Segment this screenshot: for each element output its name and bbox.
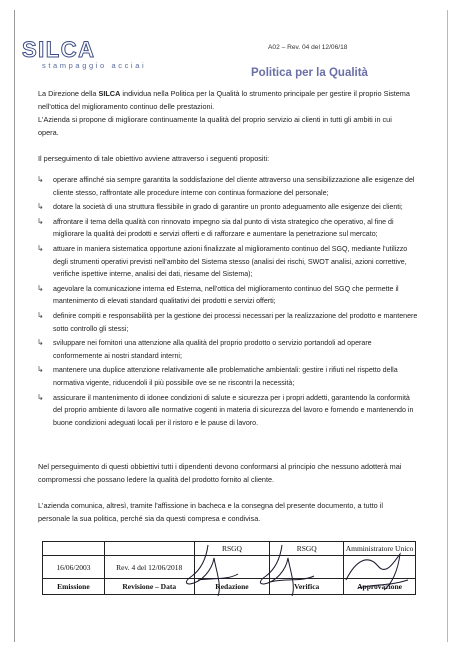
table-cell	[344, 556, 416, 579]
logo-wordmark: SILCA	[22, 37, 96, 62]
table-row	[43, 542, 416, 556]
list-item-text: operare affinché sia sempre garantita la soddisfazione del cliente attraverso una sensibilizzazione alle esigenze del cliente stesso, raffrontate alle procedure interne con continua formazione del personale;	[53, 176, 415, 197]
footer-redazione: Redazione	[194, 579, 270, 595]
bullet-arrow-icon: ↳	[37, 392, 44, 402]
approval-table	[42, 541, 416, 595]
table-cell	[43, 542, 105, 556]
list-item	[36, 283, 418, 308]
table-cell	[104, 542, 194, 556]
list-item-text: agevolare la comunicazione interna ed Esterna, nell'ottica del miglioramento continuo del SGQ che permette il mantenimento di elevati standard qualitativi dei prodotti e servizi offerti;	[53, 284, 399, 306]
logo-subtext: stampaggio acciai	[42, 61, 147, 70]
list-item	[36, 174, 418, 199]
purposes-list	[36, 174, 418, 429]
list-item	[36, 310, 418, 335]
list-item-text: attuare in maniera sistematica opportune azioni finalizzate al miglioramento continuo del SGQ, mediante l'utilizzo degli strumenti operativi previsti nell'ambito del Sistema stesso (analisi dei rischi, SWOT analisi, azioni correttive, verifiche ispettive interne, analisi dei dati, riesame del Sistema);	[53, 244, 408, 279]
list-item	[36, 243, 418, 281]
role-verifica: RSGQ	[270, 542, 344, 556]
closing-paragraph-1: Nel perseguimento di questi obbiettivi tutti i dipendenti devono conformarsi al principio che nessuno adotterà mai compromessi che possano ledere la qualità del prodotto fornito al cliente.	[38, 462, 402, 484]
list-item	[36, 201, 418, 214]
list-item-text: definire compiti e responsabilità per la gestione dei processi necessari per la realizzazione del prodotto e mantenere sotto controllo gli stessi;	[53, 311, 418, 333]
list-item-text: dotare la società di una struttura flessibile in grado di garantire un pronto adeguamento alle esigenze dei clienti;	[53, 203, 403, 212]
bullet-arrow-icon: ↳	[37, 338, 44, 348]
table-row	[43, 556, 416, 579]
intro-text: individua nella Politica per la Qualità lo strumento principale per gestire il proprio Sistema nell'ottica del miglioramento continuo delle prestazioni.	[38, 89, 410, 111]
intro-text: La Direzione della	[38, 89, 99, 98]
bullet-arrow-icon: ↳	[37, 283, 44, 293]
bullet-arrow-icon: ↳	[37, 310, 44, 320]
footer-emissione: Emissione	[43, 579, 105, 595]
list-item-text: affrontare il tema della qualità con rinnovato impegno sia dal punto di vista strategico che operativo, al fine di migliorare la qualità dei prodotti e servizi offerti e di rafforzare e aumentare la penetrazione sul mercato;	[53, 217, 394, 239]
page-title: Politica per la Qualità	[251, 67, 368, 79]
bullet-arrow-icon: ↳	[37, 365, 44, 375]
list-item	[36, 364, 418, 389]
list-item-text: assicurare il mantenimento di idonee condizioni di salute e sicurezza per i propri addetti, garantendo la conformità del proprio ambiente di lavoro alle normative cogenti in materia di sicurezza del lavoro e fornendo e mantenendo in buone condizioni adeguati locali per il ristoro e le pause di lavoro.	[53, 393, 414, 427]
company-name: SILCA	[98, 89, 121, 98]
company-logo	[22, 37, 172, 77]
list-item	[36, 337, 418, 362]
intro-paragraph-3: Il perseguimento di tale obiettivo avviene attraverso i seguenti propositi:	[38, 154, 270, 163]
bullet-arrow-icon: ↳	[37, 216, 44, 226]
role-redazione: RSGQ	[194, 542, 270, 556]
list-item	[36, 216, 418, 241]
closing-paragraph-2: L'azienda comunica, altresì, tramite l'affissione in bacheca e la consegna del presente documento, a tutto il personale la sua politica, perché sia da questi compresa e condivisa.	[38, 501, 383, 523]
footer-revisione: Revisione – Data	[104, 579, 194, 595]
table-cell	[194, 556, 270, 579]
footer-verifica: Verifica	[270, 579, 344, 595]
revision-date: Rev. 4 del 12/06/2018	[104, 556, 194, 579]
revision-label: A02 – Rev. 04 del 12/06/18	[268, 44, 348, 51]
table-row	[43, 579, 416, 595]
bullet-arrow-icon: ↳	[37, 202, 44, 212]
bullet-arrow-icon: ↳	[37, 175, 44, 184]
list-item-text: sviluppare nei fornitori una attenzione alla qualità del proprio prodotto o servizio portandoli ad operare conformemente ai nostri standard interni;	[53, 339, 372, 360]
bullet-arrow-icon: ↳	[37, 243, 44, 253]
table-cell	[270, 556, 344, 579]
footer-approvazione: Approvazione	[344, 579, 416, 595]
list-item-text: mantenere una duplice attenzione relativamente alle problematiche ambientali: gestire i rifiuti nel rispetto della normativa vigente, riducendoli il più possibile ove se ne riscontri la necessità;	[53, 366, 398, 387]
emission-date: 16/06/2003	[43, 556, 105, 579]
list-item	[36, 392, 418, 430]
intro-paragraph-1	[38, 88, 413, 113]
intro-paragraph-2: L'Azienda si propone di migliorare continuamente la qualità del proprio servizio ai clienti in tutti gli ambiti in cui opera.	[38, 115, 392, 137]
role-approvazione: Amministratore Unico	[344, 542, 416, 556]
